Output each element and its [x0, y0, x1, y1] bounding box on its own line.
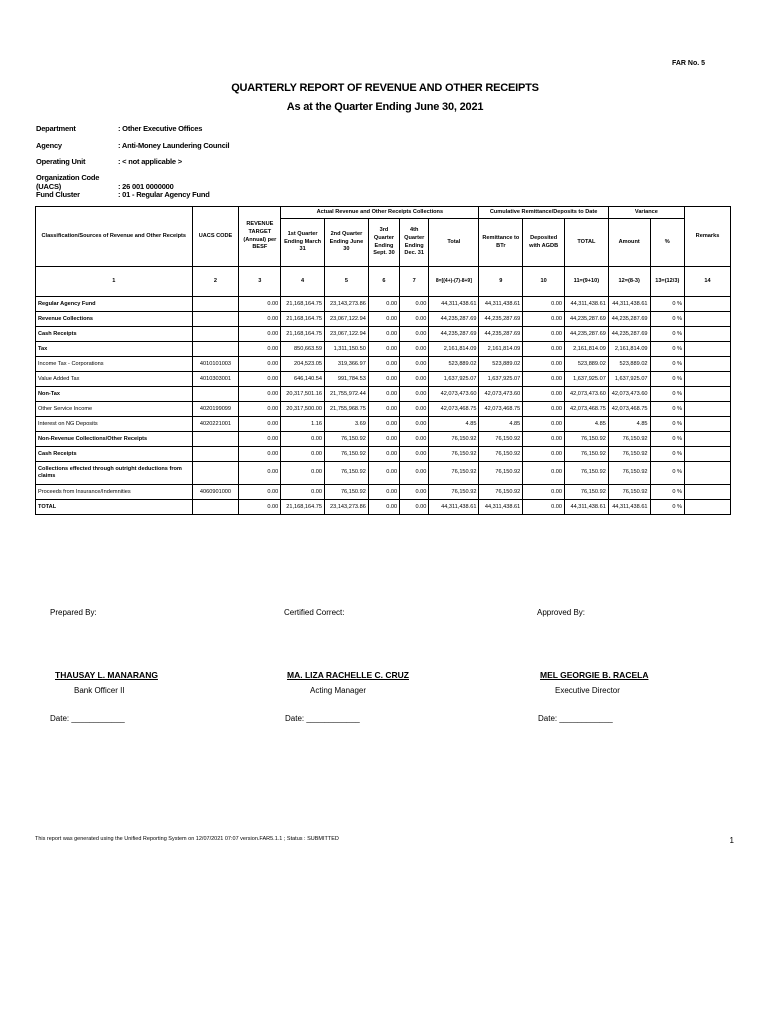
- cell-remarks: [684, 462, 730, 485]
- cell-remarks: [684, 417, 730, 432]
- cell-q2: 1,311,150.50: [325, 342, 369, 357]
- cell-q3: 0.00: [368, 500, 399, 515]
- table-row: [36, 372, 731, 387]
- cell-agdb: 0.00: [523, 297, 565, 312]
- row-label: Regular Agency Fund: [36, 297, 193, 312]
- cell-remarks: [684, 387, 730, 402]
- cell-agdb: 0.00: [523, 372, 565, 387]
- cell-btr: 44,235,287.69: [479, 312, 523, 327]
- cell-total: 523,889.02: [429, 357, 479, 372]
- table-row: [36, 297, 731, 312]
- cell-q3: 0.00: [368, 387, 399, 402]
- header-total: Total: [429, 219, 479, 267]
- cell-amt: 2,161,814.09: [608, 342, 650, 357]
- cell-uacs: [192, 462, 239, 485]
- cell-cum: 1,637,925.07: [564, 372, 608, 387]
- cell-btr: 523,889.02: [479, 357, 523, 372]
- cell-total: 2,161,814.09: [429, 342, 479, 357]
- footer-note: This report was generated using the Unified Reporting System on 12/07/2021 07:07 version.FAR5.1.1 ; Status : SUBMITTED: [35, 836, 339, 842]
- cell-uacs: 4020221001: [192, 417, 239, 432]
- table-row: [36, 312, 731, 327]
- cell-total: 44,311,438.61: [429, 500, 479, 515]
- cell-q1: 646,140.54: [281, 372, 325, 387]
- cell-btr: 76,150.92: [479, 432, 523, 447]
- cell-btr: 76,150.92: [479, 462, 523, 485]
- cell-uacs: [192, 312, 239, 327]
- cell-q2: 991,784.53: [325, 372, 369, 387]
- cell-q3: 0.00: [368, 447, 399, 462]
- cell-btr: 4.85: [479, 417, 523, 432]
- meta-agency: Agency : Anti-Money Laundering Council: [36, 141, 230, 150]
- cell-q1: 850,663.59: [281, 342, 325, 357]
- cell-q1: 21,168,164.75: [281, 500, 325, 515]
- cell-pct: 0 %: [650, 297, 684, 312]
- cell-q2: 76,150.92: [325, 432, 369, 447]
- cell-total: 42,073,473.60: [429, 387, 479, 402]
- table-row: [36, 485, 731, 500]
- cell-remarks: [684, 447, 730, 462]
- cell-pct: 0 %: [650, 417, 684, 432]
- cell-q1: 0.00: [281, 447, 325, 462]
- cell-total: 76,150.92: [429, 447, 479, 462]
- cell-q1: 21,168,164.75: [281, 297, 325, 312]
- cell-pct: 0 %: [650, 312, 684, 327]
- header-classification: Classification/Sources of Revenue and Other Receipts: [36, 207, 193, 267]
- header-q2: 2nd Quarter Ending June 30: [325, 219, 369, 267]
- cell-agdb: 0.00: [523, 462, 565, 485]
- cell-q2: 23,067,122.94: [325, 312, 369, 327]
- cell-q4: 0.00: [400, 485, 429, 500]
- table-row: [36, 447, 731, 462]
- cell-q2: 23,143,273.86: [325, 500, 369, 515]
- cell-amt: 76,150.92: [608, 432, 650, 447]
- page-number: 1: [729, 836, 734, 845]
- row-label: Other Service Income: [36, 402, 193, 417]
- table-row: [36, 357, 731, 372]
- cell-total: 44,235,287.69: [429, 327, 479, 342]
- cell-cum: 42,073,473.60: [564, 387, 608, 402]
- cell-amt: 4.85: [608, 417, 650, 432]
- cell-uacs: 4010101003: [192, 357, 239, 372]
- cell-total: 76,150.92: [429, 462, 479, 485]
- cell-q1: 21,168,164.75: [281, 327, 325, 342]
- cell-q2: 23,143,273.86: [325, 297, 369, 312]
- header-amount: Amount: [608, 219, 650, 267]
- cell-agdb: 0.00: [523, 417, 565, 432]
- cell-total: 4.85: [429, 417, 479, 432]
- cell-q4: 0.00: [400, 447, 429, 462]
- cell-pct: 0 %: [650, 485, 684, 500]
- header-cumulative-group: Cumulative Remittance/Deposits to Date: [479, 207, 608, 219]
- cell-cum: 523,889.02: [564, 357, 608, 372]
- cell-uacs: [192, 342, 239, 357]
- row-label: Proceeds from Insurance/Indemnities: [36, 485, 193, 500]
- cell-q1: 20,317,501.16: [281, 387, 325, 402]
- cell-q2: 3.69: [325, 417, 369, 432]
- cell-agdb: 0.00: [523, 485, 565, 500]
- cell-pct: 0 %: [650, 432, 684, 447]
- prepared-by-date: Date: ____________: [50, 714, 125, 723]
- row-label: Revenue Collections: [36, 312, 193, 327]
- cell-amt: 76,150.92: [608, 462, 650, 485]
- cell-q4: 0.00: [400, 327, 429, 342]
- cell-q2: 21,755,968.75: [325, 402, 369, 417]
- header-q4: 4th Quarter Ending Dec. 31: [400, 219, 429, 267]
- cell-q4: 0.00: [400, 387, 429, 402]
- cell-total: 42,073,468.75: [429, 402, 479, 417]
- header-actual-group: Actual Revenue and Other Receipts Collections: [281, 207, 479, 219]
- cell-uacs: [192, 327, 239, 342]
- prepared-by-name: THAUSAY L. MANARANG: [55, 670, 158, 680]
- cell-q3: 0.00: [368, 417, 399, 432]
- cell-amt: 44,311,438.61: [608, 297, 650, 312]
- cell-btr: 44,311,438.61: [479, 297, 523, 312]
- header-cum-total: TOTAL: [564, 219, 608, 267]
- cell-q4: 0.00: [400, 342, 429, 357]
- cell-q4: 0.00: [400, 357, 429, 372]
- cell-q2: 76,150.92: [325, 462, 369, 485]
- cell-pct: 0 %: [650, 327, 684, 342]
- prepared-by-position: Bank Officer II: [74, 686, 125, 695]
- cell-amt: 76,150.92: [608, 447, 650, 462]
- cell-q2: 23,067,122.94: [325, 327, 369, 342]
- cell-q1: 20,317,500.00: [281, 402, 325, 417]
- cell-pct: 0 %: [650, 387, 684, 402]
- cell-remarks: [684, 357, 730, 372]
- report-subtitle: As at the Quarter Ending June 30, 2021: [286, 101, 484, 113]
- header-q1: 1st Quarter Ending March 31: [281, 219, 325, 267]
- cell-q2: 319,366.97: [325, 357, 369, 372]
- cell-target: 0.00: [239, 462, 281, 485]
- cell-uacs: 4010303001: [192, 372, 239, 387]
- cell-q1: 0.00: [281, 432, 325, 447]
- cell-uacs: [192, 432, 239, 447]
- cell-remarks: [684, 312, 730, 327]
- cell-agdb: 0.00: [523, 432, 565, 447]
- cell-uacs: 4060901000: [192, 485, 239, 500]
- cell-agdb: 0.00: [523, 342, 565, 357]
- cell-amt: 42,073,473.60: [608, 387, 650, 402]
- header-btr: Remittance to BTr: [479, 219, 523, 267]
- cell-cum: 42,073,468.75: [564, 402, 608, 417]
- cell-cum: 4.85: [564, 417, 608, 432]
- table-row: [36, 342, 731, 357]
- header-pct: %: [650, 219, 684, 267]
- cell-btr: 1,637,925.07: [479, 372, 523, 387]
- cell-q4: 0.00: [400, 312, 429, 327]
- cell-agdb: 0.00: [523, 402, 565, 417]
- certified-caption: Certified Correct:: [284, 608, 345, 617]
- cell-pct: 0 %: [650, 357, 684, 372]
- cell-remarks: [684, 297, 730, 312]
- cell-uacs: 4020199099: [192, 402, 239, 417]
- table-row: [36, 417, 731, 432]
- cell-uacs: [192, 387, 239, 402]
- table-row: [36, 387, 731, 402]
- cell-q1: 0.00: [281, 462, 325, 485]
- cell-q3: 0.00: [368, 357, 399, 372]
- cell-total: 76,150.92: [429, 485, 479, 500]
- cell-agdb: 0.00: [523, 447, 565, 462]
- cell-agdb: 0.00: [523, 387, 565, 402]
- cell-amt: 44,235,287.69: [608, 312, 650, 327]
- certified-name: MA. LIZA RACHELLE C. CRUZ: [287, 670, 409, 680]
- cell-target: 0.00: [239, 357, 281, 372]
- cell-total: 44,311,438.61: [429, 297, 479, 312]
- header-remarks: Remarks: [684, 207, 730, 267]
- cell-q3: 0.00: [368, 462, 399, 485]
- row-label: Interest on NG Deposits: [36, 417, 193, 432]
- row-label: Value Added Tax: [36, 372, 193, 387]
- table-row: [36, 500, 731, 515]
- cell-target: 0.00: [239, 297, 281, 312]
- cell-q3: 0.00: [368, 297, 399, 312]
- cell-cum: 44,235,287.69: [564, 327, 608, 342]
- cell-target: 0.00: [239, 387, 281, 402]
- cell-cum: 76,150.92: [564, 462, 608, 485]
- cell-agdb: 0.00: [523, 327, 565, 342]
- row-label: Cash Receipts: [36, 327, 193, 342]
- cell-remarks: [684, 372, 730, 387]
- cell-q4: 0.00: [400, 372, 429, 387]
- cell-pct: 0 %: [650, 372, 684, 387]
- cell-btr: 2,161,814.09: [479, 342, 523, 357]
- cell-target: 0.00: [239, 417, 281, 432]
- header-uacs: UACS CODE: [192, 207, 239, 267]
- table-row: [36, 432, 731, 447]
- meta-department: Department : Other Executive Offices: [36, 124, 203, 133]
- cell-amt: 76,150.92: [608, 485, 650, 500]
- cell-q4: 0.00: [400, 402, 429, 417]
- cell-q3: 0.00: [368, 312, 399, 327]
- cell-total: 44,235,287.69: [429, 312, 479, 327]
- cell-target: 0.00: [239, 447, 281, 462]
- cell-q1: 0.00: [281, 485, 325, 500]
- row-label: Non-Tax: [36, 387, 193, 402]
- cell-agdb: 0.00: [523, 500, 565, 515]
- cell-cum: 44,235,287.69: [564, 312, 608, 327]
- cell-cum: 76,150.92: [564, 432, 608, 447]
- cell-uacs: [192, 447, 239, 462]
- row-label: TOTAL: [36, 500, 193, 515]
- cell-remarks: [684, 432, 730, 447]
- form-number: FAR No. 5: [671, 60, 705, 67]
- cell-agdb: 0.00: [523, 312, 565, 327]
- certified-date: Date: ____________: [285, 714, 360, 723]
- cell-remarks: [684, 500, 730, 515]
- cell-cum: 44,311,438.61: [564, 500, 608, 515]
- meta-operating-unit: Operating Unit : < not applicable >: [36, 157, 182, 166]
- cell-cum: 2,161,814.09: [564, 342, 608, 357]
- cell-target: 0.00: [239, 312, 281, 327]
- cell-agdb: 0.00: [523, 357, 565, 372]
- cell-q3: 0.00: [368, 342, 399, 357]
- cell-amt: 1,637,925.07: [608, 372, 650, 387]
- cell-btr: 42,073,473.60: [479, 387, 523, 402]
- cell-q4: 0.00: [400, 417, 429, 432]
- column-number-row: 1 2 3 4 5 6 7 8=[(4+)-(7)-8+9] 9 10 11=(9+10) 12=(8-3) 13=(12/3) 14: [36, 267, 731, 297]
- cell-pct: 0 %: [650, 342, 684, 357]
- row-label: Cash Receipts: [36, 447, 193, 462]
- header-agdb: Deposited with AGDB: [523, 219, 565, 267]
- row-label: Collections effected through outright deductions from claims: [36, 462, 193, 485]
- cell-amt: 523,889.02: [608, 357, 650, 372]
- row-label: Tax: [36, 342, 193, 357]
- cell-btr: 76,150.92: [479, 485, 523, 500]
- header-q3: 3rd Quarter Ending Sept. 30: [368, 219, 399, 267]
- cell-cum: 76,150.92: [564, 485, 608, 500]
- meta-fund-cluster: Fund Cluster : 01 - Regular Agency Fund: [36, 190, 210, 199]
- cell-target: 0.00: [239, 485, 281, 500]
- cell-q1: 204,523.05: [281, 357, 325, 372]
- cell-pct: 0 %: [650, 447, 684, 462]
- cell-total: 1,637,925.07: [429, 372, 479, 387]
- cell-q4: 0.00: [400, 462, 429, 485]
- cell-target: 0.00: [239, 500, 281, 515]
- cell-q3: 0.00: [368, 485, 399, 500]
- cell-btr: 42,073,468.75: [479, 402, 523, 417]
- approved-by-name: MEL GEORGIE B. RACELA: [540, 670, 649, 680]
- cell-uacs: [192, 500, 239, 515]
- cell-pct: 0 %: [650, 462, 684, 485]
- row-label: Non-Revenue Collections/Other Receipts: [36, 432, 193, 447]
- cell-amt: 44,235,287.69: [608, 327, 650, 342]
- cell-btr: 76,150.92: [479, 447, 523, 462]
- cell-cum: 76,150.92: [564, 447, 608, 462]
- cell-q4: 0.00: [400, 432, 429, 447]
- cell-target: 0.00: [239, 327, 281, 342]
- cell-remarks: [684, 485, 730, 500]
- cell-total: 76,150.92: [429, 432, 479, 447]
- approved-by-caption: Approved By:: [537, 608, 586, 617]
- cell-q3: 0.00: [368, 327, 399, 342]
- cell-remarks: [684, 327, 730, 342]
- row-label: Income Tax - Corporations: [36, 357, 193, 372]
- cell-q1: 1.16: [281, 417, 325, 432]
- cell-pct: 0 %: [650, 500, 684, 515]
- cell-amt: 42,073,468.75: [608, 402, 650, 417]
- cell-remarks: [684, 342, 730, 357]
- header-target: REVENUE TARGET (Annual) per BESF: [239, 207, 281, 267]
- table-row: [36, 462, 731, 485]
- cell-target: 0.00: [239, 372, 281, 387]
- table-row: [36, 327, 731, 342]
- cell-q3: 0.00: [368, 372, 399, 387]
- cell-btr: 44,235,287.69: [479, 327, 523, 342]
- cell-remarks: [684, 402, 730, 417]
- cell-pct: 0 %: [650, 402, 684, 417]
- cell-q2: 76,150.92: [325, 447, 369, 462]
- cell-target: 0.00: [239, 342, 281, 357]
- cell-q3: 0.00: [368, 402, 399, 417]
- cell-cum: 44,311,438.61: [564, 297, 608, 312]
- cell-amt: 44,311,438.61: [608, 500, 650, 515]
- cell-uacs: [192, 297, 239, 312]
- cell-target: 0.00: [239, 432, 281, 447]
- cell-q4: 0.00: [400, 500, 429, 515]
- cell-target: 0.00: [239, 402, 281, 417]
- cell-q2: 76,150.92: [325, 485, 369, 500]
- table-row: [36, 402, 731, 417]
- header-variance-group: Variance: [608, 207, 684, 219]
- report-title: QUARTERLY REPORT OF REVENUE AND OTHER RECEIPTS: [231, 82, 539, 94]
- certified-position: Acting Manager: [310, 686, 367, 695]
- approved-by-position: Executive Director: [555, 686, 620, 695]
- cell-q2: 21,755,972.44: [325, 387, 369, 402]
- cell-q4: 0.00: [400, 297, 429, 312]
- cell-q1: 21,168,164.75: [281, 312, 325, 327]
- prepared-by-caption: Prepared By:: [50, 608, 97, 617]
- cell-q3: 0.00: [368, 432, 399, 447]
- approved-by-date: Date: ____________: [538, 714, 613, 723]
- cell-btr: 44,311,438.61: [479, 500, 523, 515]
- meta-org-code: Organization Code (UACS) : 26 001 0000000: [36, 173, 174, 191]
- revenue-table: [35, 206, 731, 515]
